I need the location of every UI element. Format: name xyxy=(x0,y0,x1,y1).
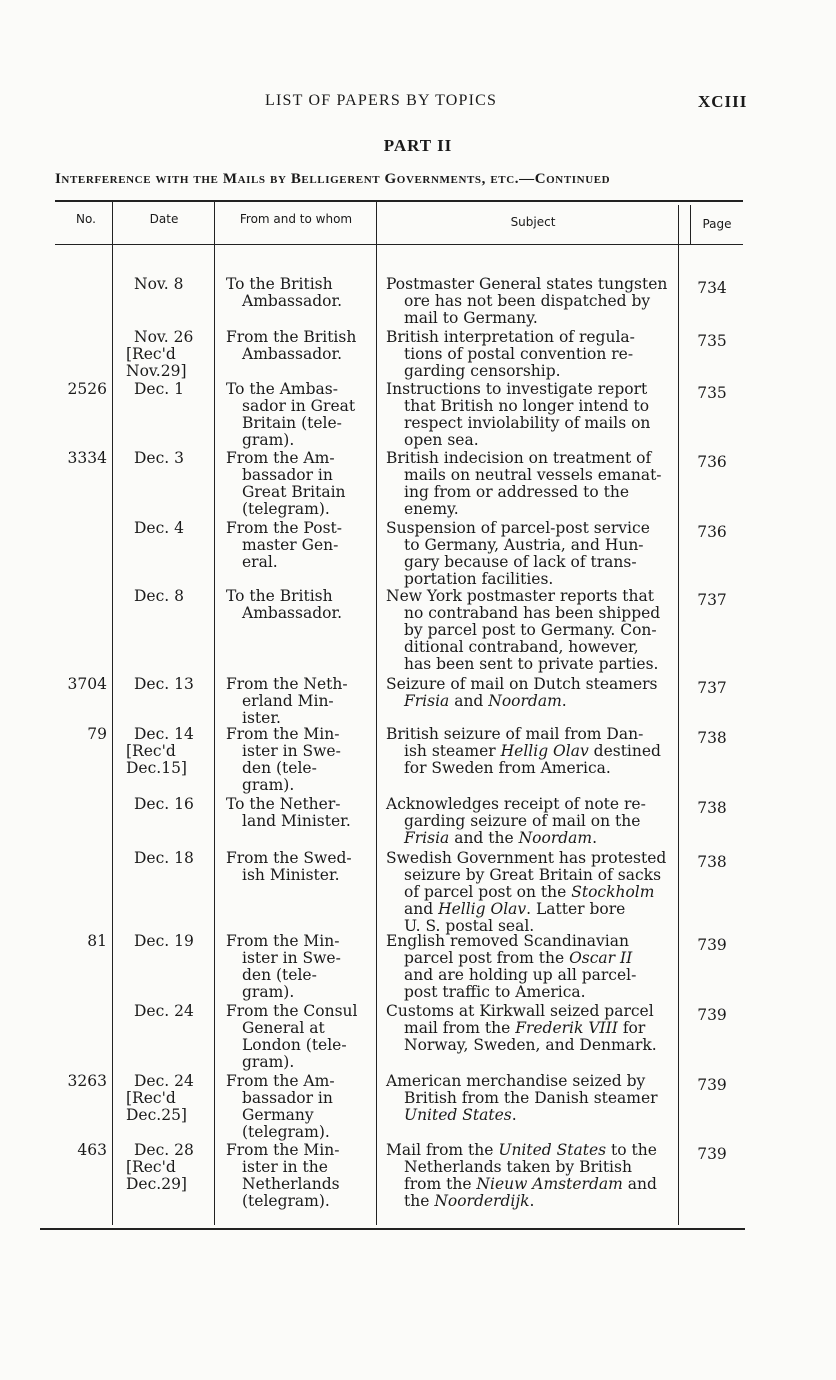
from-line: Germany xyxy=(242,1106,314,1124)
page-reference xyxy=(688,854,736,871)
subject-line: Frisia and Noordam. xyxy=(404,692,567,710)
document-number-text: 81 xyxy=(87,932,107,950)
date-line: Dec. 19 xyxy=(134,932,194,950)
from-and-to-whom xyxy=(222,850,370,884)
document-number-text: 3334 xyxy=(67,449,107,467)
subject-line: British interpretation of regula- xyxy=(386,328,635,346)
subject-line: from the Nieuw Amsterdam and xyxy=(404,1175,657,1193)
subject-line: tions of postal convention re- xyxy=(404,345,634,363)
subject-line: United States. xyxy=(404,1106,517,1124)
from-and-to-whom xyxy=(222,676,370,727)
date-line: [Rec'd xyxy=(126,1158,176,1176)
vessel-name: United States xyxy=(404,1106,512,1124)
document-number-text: 79 xyxy=(87,725,107,743)
from-line: (telegram). xyxy=(242,1123,330,1141)
date-line: [Rec'd xyxy=(126,345,176,363)
page-numeral: XCIII xyxy=(698,92,748,111)
from-line: den (tele- xyxy=(242,966,317,984)
subject-line: to Germany, Austria, and Hun- xyxy=(404,536,644,554)
subject-line: ish steamer Hellig Olav destined xyxy=(404,742,661,760)
from-and-to-whom xyxy=(222,1003,370,1071)
from-line: From the Swed- xyxy=(226,849,352,867)
document-date xyxy=(118,276,210,293)
from-line: To the British xyxy=(226,587,333,605)
date-line: Dec.25] xyxy=(126,1106,187,1124)
page-reference xyxy=(688,1077,736,1094)
subject-line: New York postmaster reports that xyxy=(386,587,654,605)
column-divider xyxy=(214,200,215,1225)
page-number: 735 xyxy=(697,332,727,350)
column-divider xyxy=(678,205,679,1225)
subject-line: gary because of lack of trans- xyxy=(404,553,637,571)
subject-line: mail to Germany. xyxy=(404,309,538,327)
page-number: 736 xyxy=(697,453,727,471)
subject-line: U. S. postal seal. xyxy=(404,917,535,935)
document-date xyxy=(118,676,210,693)
date-line: Dec. 13 xyxy=(134,675,194,693)
page-number: 739 xyxy=(697,1145,727,1163)
from-line: ister. xyxy=(242,709,281,727)
subject-line: and are holding up all parcel- xyxy=(404,966,637,984)
subject-line: Seizure of mail on Dutch steamers xyxy=(386,675,658,693)
document-date xyxy=(118,520,210,537)
from-line: ister in Swe- xyxy=(242,949,341,967)
subject xyxy=(382,933,678,1001)
page-reference xyxy=(688,592,736,609)
subject-line: mails on neutral vessels emanat- xyxy=(404,466,662,484)
subject-line: for Sweden from America. xyxy=(404,759,611,777)
subject xyxy=(382,276,678,327)
from-line: To the Ambas- xyxy=(226,380,338,398)
subject-line: Swedish Government has protested xyxy=(386,849,667,867)
running-title: LIST OF PAPERS BY TOPICS xyxy=(265,92,498,109)
subject xyxy=(382,796,678,847)
from-line: From the Consul xyxy=(226,1002,358,1020)
subject xyxy=(382,1073,678,1124)
table-bottom-rule xyxy=(40,1228,745,1230)
date-line: Dec. 28 xyxy=(134,1141,194,1159)
document-date xyxy=(118,329,210,380)
from-and-to-whom xyxy=(222,1142,370,1210)
subject xyxy=(382,726,678,777)
date-line: Nov.29] xyxy=(126,362,187,380)
document-date xyxy=(118,1003,210,1020)
section-title: Interference with the Mails by Belligerent Governments, etc.—Continued xyxy=(55,171,611,187)
subject-line: and Hellig Olav. Latter bore xyxy=(404,900,626,918)
subject-line: Mail from the United States to the xyxy=(386,1141,657,1159)
subject xyxy=(382,1003,678,1054)
page-reference xyxy=(688,454,736,471)
page-reference xyxy=(688,333,736,350)
subject-line: seizure by Great Britain of sacks xyxy=(404,866,662,884)
page-number: 738 xyxy=(697,729,727,747)
page-number: 739 xyxy=(697,1076,727,1094)
document-date xyxy=(118,588,210,605)
subject-line: English removed Scandinavian xyxy=(386,932,629,950)
from-line: From the Am- xyxy=(226,449,335,467)
from-and-to-whom xyxy=(222,1073,370,1141)
from-line: From the Min- xyxy=(226,725,340,743)
subject-line: ing from or addressed to the xyxy=(404,483,630,501)
vessel-name: Stockholm xyxy=(571,883,655,901)
subject-line: parcel post from the Oscar II xyxy=(404,949,633,967)
subject-line: Acknowledges receipt of note re- xyxy=(386,795,646,813)
date-line: [Rec'd xyxy=(126,1089,176,1107)
document-date xyxy=(118,796,210,813)
subject xyxy=(382,588,678,673)
vessel-name: United States xyxy=(498,1141,607,1159)
subject-line: American merchandise seized by xyxy=(386,1072,646,1090)
page-number: 738 xyxy=(697,799,727,817)
subject-line: Suspension of parcel-post service xyxy=(386,519,650,537)
page-number: 738 xyxy=(697,853,727,871)
from-line: Netherlands xyxy=(242,1175,340,1193)
date-line: Dec. 24 xyxy=(134,1002,194,1020)
subject xyxy=(382,381,678,449)
column-header-date: Date xyxy=(149,212,179,226)
date-line: [Rec'd xyxy=(126,742,176,760)
subject-line: that British no longer intend to xyxy=(404,397,650,415)
document-date xyxy=(118,381,210,398)
date-line: Dec.15] xyxy=(126,759,187,777)
subject-line: the Noorderdijk. xyxy=(404,1192,535,1210)
from-line: ish Minister. xyxy=(242,866,340,884)
date-line: Dec. 18 xyxy=(134,849,194,867)
page-reference xyxy=(688,937,736,954)
page-number: 734 xyxy=(697,279,727,297)
from-line: ister in Swe- xyxy=(242,742,341,760)
from-line: (telegram). xyxy=(242,1192,330,1210)
subject-line: garding censorship. xyxy=(404,362,561,380)
document-number-text: 463 xyxy=(77,1141,107,1159)
column-header-no: No. xyxy=(76,212,96,226)
page-number: 737 xyxy=(697,679,727,697)
from-line: Ambassador. xyxy=(242,604,343,622)
from-line: bassador in xyxy=(242,1089,333,1107)
page-number: 739 xyxy=(697,936,727,954)
document-date xyxy=(118,450,210,467)
from-line: Great Britain xyxy=(242,483,346,501)
document-date xyxy=(118,1142,210,1193)
from-line: London (tele- xyxy=(242,1036,347,1054)
from-and-to-whom xyxy=(222,329,370,363)
header-bottom-rule xyxy=(55,244,743,245)
document-number xyxy=(55,381,107,398)
page-reference xyxy=(688,1146,736,1163)
page-reference xyxy=(688,280,736,297)
subject-line: ditional contraband, however, xyxy=(404,638,639,656)
document-number xyxy=(55,933,107,950)
column-divider xyxy=(690,205,691,245)
date-line: Nov. 8 xyxy=(134,275,184,293)
from-line: gram). xyxy=(242,1053,295,1071)
subject-line: of parcel post on the Stockholm xyxy=(404,883,655,901)
from-and-to-whom xyxy=(222,381,370,449)
subject-line: Instructions to investigate report xyxy=(386,380,648,398)
subject xyxy=(382,329,678,380)
vessel-name: Noordam xyxy=(488,692,562,710)
document-number xyxy=(55,1073,107,1090)
page-reference xyxy=(688,680,736,697)
subject-line: has been sent to private parties. xyxy=(404,655,659,673)
document-date xyxy=(118,726,210,777)
subject-line: no contraband has been shipped xyxy=(404,604,661,622)
date-line: Dec. 24 xyxy=(134,1072,194,1090)
from-and-to-whom xyxy=(222,933,370,1001)
from-line: Ambassador. xyxy=(242,292,343,310)
from-line: eral. xyxy=(242,553,278,571)
date-line: Dec. 8 xyxy=(134,587,184,605)
subject xyxy=(382,450,678,518)
document-number xyxy=(55,676,107,693)
date-line: Dec. 1 xyxy=(134,380,184,398)
subject xyxy=(382,520,678,588)
from-line: sador in Great xyxy=(242,397,356,415)
from-line: land Minister. xyxy=(242,812,351,830)
from-line: den (tele- xyxy=(242,759,317,777)
from-line: ister in the xyxy=(242,1158,328,1176)
document-date xyxy=(118,850,210,867)
from-line: General at xyxy=(242,1019,325,1037)
date-line: Nov. 26 xyxy=(134,328,194,346)
vessel-name: Nieuw Amsterdam xyxy=(476,1175,623,1193)
date-line: Dec. 16 xyxy=(134,795,194,813)
from-line: erland Min- xyxy=(242,692,334,710)
vessel-name: Hellig Olav xyxy=(500,742,589,760)
page-number: 739 xyxy=(697,1006,727,1024)
column-divider xyxy=(112,200,113,1225)
subject-line: respect inviolability of mails on xyxy=(404,414,651,432)
running-head xyxy=(0,92,836,114)
document-number xyxy=(55,450,107,467)
vessel-name: Frederik VIII xyxy=(515,1019,618,1037)
subject-line: Frisia and the Noordam. xyxy=(404,829,598,847)
from-line: From the Min- xyxy=(226,1141,340,1159)
subject xyxy=(382,1142,678,1210)
from-and-to-whom xyxy=(222,450,370,518)
page-reference xyxy=(688,524,736,541)
page-reference xyxy=(688,730,736,747)
subject-line: British seizure of mail from Dan- xyxy=(386,725,644,743)
from-and-to-whom xyxy=(222,726,370,794)
subject-line: post traffic to America. xyxy=(404,983,586,1001)
subject xyxy=(382,850,678,935)
subject-line: Norway, Sweden, and Denmark. xyxy=(404,1036,657,1054)
column-header-page: Page xyxy=(702,217,732,231)
from-line: From the Post- xyxy=(226,519,342,537)
from-and-to-whom xyxy=(222,588,370,622)
from-line: From the Min- xyxy=(226,932,340,950)
subject-line: portation facilities. xyxy=(404,570,554,588)
page-number: 736 xyxy=(697,523,727,541)
page-number: 737 xyxy=(697,591,727,609)
from-line: gram). xyxy=(242,776,295,794)
subject-line: British from the Danish steamer xyxy=(404,1089,658,1107)
from-line: To the British xyxy=(226,275,333,293)
from-line: From the Am- xyxy=(226,1072,335,1090)
from-line: master Gen- xyxy=(242,536,339,554)
from-line: Britain (tele- xyxy=(242,414,342,432)
part-title: PART II xyxy=(383,136,453,155)
vessel-name: Noorderdijk xyxy=(434,1192,530,1210)
from-line: From the British xyxy=(226,328,357,346)
document-number xyxy=(55,726,107,743)
date-line: Dec. 4 xyxy=(134,519,184,537)
subject-line: British indecision on treatment of xyxy=(386,449,652,467)
from-line: To the Nether- xyxy=(226,795,341,813)
date-line: Dec.29] xyxy=(126,1175,187,1193)
document-date xyxy=(118,1073,210,1124)
document-number-text: 2526 xyxy=(67,380,107,398)
column-header-from: From and to whom xyxy=(239,212,353,226)
document-date xyxy=(118,933,210,950)
table-top-rule xyxy=(55,200,743,202)
page-reference xyxy=(688,1007,736,1024)
subject-line: Netherlands taken by British xyxy=(404,1158,632,1176)
from-line: From the Neth- xyxy=(226,675,348,693)
from-and-to-whom xyxy=(222,276,370,310)
subject-line: ore has not been dispatched by xyxy=(404,292,651,310)
page-reference xyxy=(688,385,736,402)
vessel-name: Frisia xyxy=(404,829,450,847)
from-and-to-whom xyxy=(222,796,370,830)
column-header-subject: Subject xyxy=(510,215,556,229)
subject-line: enemy. xyxy=(404,500,459,518)
subject-line: Customs at Kirkwall seized parcel xyxy=(386,1002,654,1020)
column-divider xyxy=(376,200,377,1225)
vessel-name: Frisia xyxy=(404,692,450,710)
subject-line: open sea. xyxy=(404,431,479,449)
from-line: bassador in xyxy=(242,466,333,484)
date-line: Dec. 14 xyxy=(134,725,194,743)
page-number: 735 xyxy=(697,384,727,402)
page-reference xyxy=(688,800,736,817)
from-line: gram). xyxy=(242,431,295,449)
from-and-to-whom xyxy=(222,520,370,571)
from-line: Ambassador. xyxy=(242,345,343,363)
subject-line: by parcel post to Germany. Con- xyxy=(404,621,657,639)
document-number-text: 3704 xyxy=(67,675,107,693)
from-line: gram). xyxy=(242,983,295,1001)
subject-line: mail from the Frederik VIII for xyxy=(404,1019,646,1037)
subject-line: garding seizure of mail on the xyxy=(404,812,641,830)
document-number xyxy=(55,1142,107,1159)
subject-line: Postmaster General states tungsten xyxy=(386,275,668,293)
vessel-name: Noordam xyxy=(518,829,593,847)
subject xyxy=(382,676,678,710)
from-line: (telegram). xyxy=(242,500,330,518)
document-number-text: 3263 xyxy=(67,1072,107,1090)
vessel-name: Oscar II xyxy=(569,949,633,967)
date-line: Dec. 3 xyxy=(134,449,184,467)
vessel-name: Hellig Olav xyxy=(438,900,527,918)
